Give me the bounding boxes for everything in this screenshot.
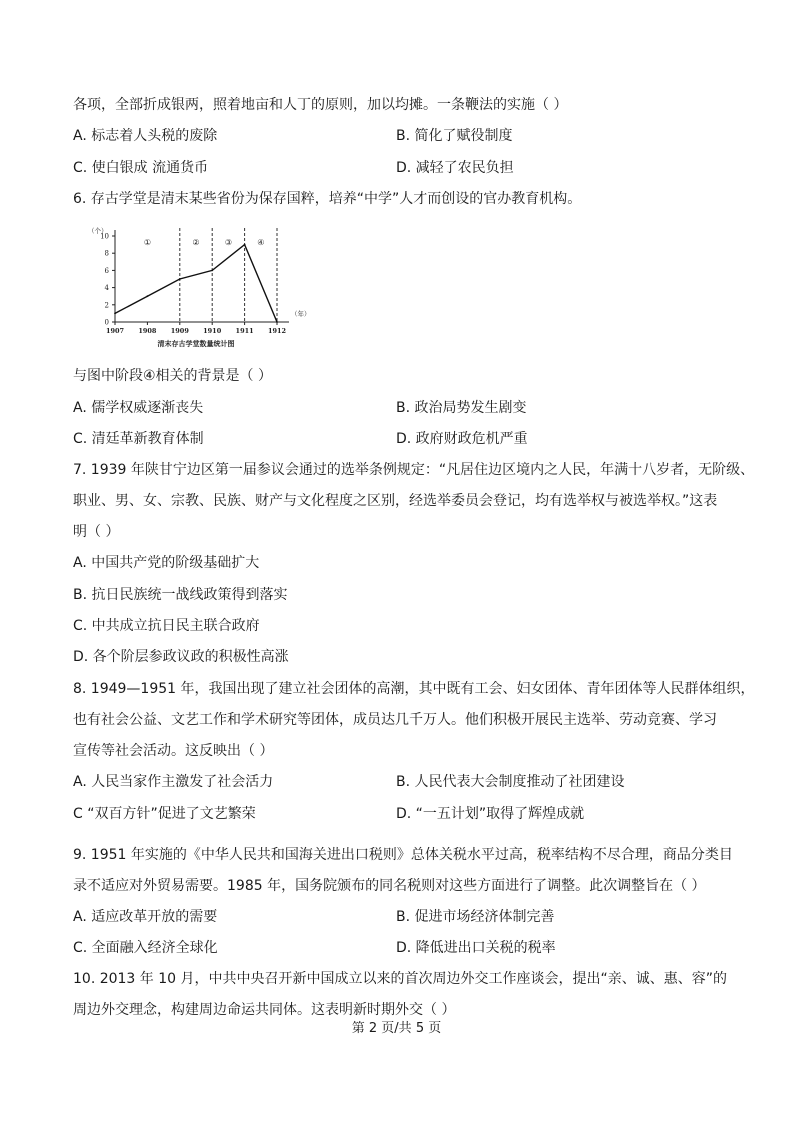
chart-data-point <box>179 278 181 280</box>
chart-series <box>114 244 278 323</box>
chart-y-tick-label: 6 <box>104 266 109 275</box>
q5-option-b: B. 简化了赋役制度 <box>396 128 513 144</box>
q9-option-a: A. 适应改革开放的需要 <box>73 909 218 925</box>
chart-stage-label: ② <box>192 238 200 247</box>
q10-stem-line-2: 周边外交理念，构建周边命运共同体。这表明新时期外交（ ） <box>73 1002 456 1018</box>
q6-option-c: C. 清廷革新教育体制 <box>73 431 204 447</box>
q8-stem-line-3: 宣传等社会活动。这反映出（ ） <box>73 743 274 759</box>
chart-stage-label: ① <box>143 238 151 247</box>
chart-data-point <box>147 295 149 297</box>
chart-data-point <box>244 244 246 246</box>
chart-title: 清末存古学堂数量统计图 <box>157 339 235 348</box>
chart-y-tick-label: 8 <box>104 249 109 258</box>
q6-stem: 6. 存古学堂是清末某些省份为保存国粹，培养“中学”人才而创设的官办教育机构。 <box>73 191 582 207</box>
q7-stem-line-2: 职业、男、女、宗教、民族、财产与文化程度之区别，经选举委员会登记，均有选举权与被选举权。”这表 <box>73 493 718 509</box>
q8-option-c: C “双百方针”促进了文艺繁荣 <box>73 806 256 822</box>
q7-stem-line-1: 7. 1939 年陕甘宁边区第一届参议会通过的选举条例规定：“凡居住边区境内之人民，年满十八岁者，无阶级、 <box>73 462 755 478</box>
q7-option-d: D. 各个阶层参政议政的积极性高涨 <box>73 649 289 665</box>
q6-option-b: B. 政治局势发生剧变 <box>396 400 527 416</box>
q8-stem-line-2: 也有社会公益、文艺工作和学术研究等团体，成员达几千万人。他们积极开展民主选举、劳动竞赛、学习 <box>73 712 717 728</box>
q10-stem-line-1: 10. 2013 年 10 月，中共中央召开新中国成立以来的首次周边外交工作座谈会，提出“亲、诚、惠、容”的 <box>73 971 728 987</box>
school-count-chart <box>70 222 310 352</box>
q5-option-a: A. 标志着人头税的废除 <box>73 128 218 144</box>
q9-stem-line-1: 9. 1951 年实施的《中华人民共和国海关进出口税则》总体关税水平过高，税率结构不尽合理，商品分类目 <box>73 847 733 863</box>
q6-option-a: A. 儒学权威逐渐丧失 <box>73 400 204 416</box>
chart-data-point <box>114 313 116 315</box>
chart-x-tick-label: 1908 <box>138 327 157 335</box>
q9-stem-line-2: 录不适应对外贸易需要。1985 年，国务院颁布的同名税则对这些方面进行了调整。此次调整旨在（ ） <box>73 878 706 894</box>
q6-option-d: D. 政府财政危机严重 <box>396 431 528 447</box>
chart-x-tick-label: 1911 <box>235 327 254 335</box>
chart-y-tick-label: 2 <box>104 301 109 310</box>
chart-stage-label: ④ <box>257 238 265 247</box>
q6-question: 与图中阶段④相关的背景是（ ） <box>73 368 273 384</box>
chart-x-tick-label: 1909 <box>170 327 189 335</box>
q8-option-b: B. 人民代表大会制度推动了社团建设 <box>396 774 625 790</box>
q7-option-c: C. 中共成立抗日民主联合政府 <box>73 618 260 634</box>
q8-option-d: D. “一五计划”取得了辉煌成就 <box>396 806 585 822</box>
chart-series-line <box>115 245 277 322</box>
q5-option-d: D. 减轻了农民负担 <box>396 160 514 176</box>
chart-x-tick-label: 1910 <box>203 327 222 335</box>
chart-y-tick-label: 0 <box>104 318 109 327</box>
q7-option-a: A. 中国共产党的阶级基础扩大 <box>73 555 260 571</box>
chart-x-tick-label: 1907 <box>105 327 125 335</box>
chart-data-point <box>276 321 278 323</box>
q7-stem-line-3: 明（ ） <box>73 524 120 540</box>
chart-x-tick-label: 1912 <box>267 327 287 335</box>
chart-y-axis-label: （个） <box>88 227 108 235</box>
q8-option-a: A. 人民当家作主激发了社会活力 <box>73 774 274 790</box>
q5-option-c: C. 使白银成 流通货币 <box>73 160 209 176</box>
chart-stage-label: ③ <box>224 238 232 247</box>
q9-option-b: B. 促进市场经济体制完善 <box>396 909 555 925</box>
q7-option-b: B. 抗日民族统一战线政策得到落实 <box>73 587 288 603</box>
q9-option-d: D. 降低进出口关税的税率 <box>396 940 556 956</box>
chart-data-point <box>211 270 213 272</box>
chart-y-tick-label: 4 <box>104 284 109 293</box>
chart-x-axis-label: （年） <box>291 310 310 318</box>
q9-option-c: C. 全面融入经济全球化 <box>73 940 218 956</box>
q5-stem: 各项，全部折成银两，照着地亩和人丁的原则，加以均摊。一条鞭法的实施（ ） <box>73 97 568 113</box>
q8-stem-line-1: 8. 1949—1951 年，我国出现了建立社会团体的高潮，其中既有工会、妇女团体、青年团体等人民群体组织， <box>73 681 755 697</box>
chart-y-tick-label: 10 <box>100 232 109 241</box>
page-footer: 第 2 页/共 5 页 <box>351 1021 442 1036</box>
